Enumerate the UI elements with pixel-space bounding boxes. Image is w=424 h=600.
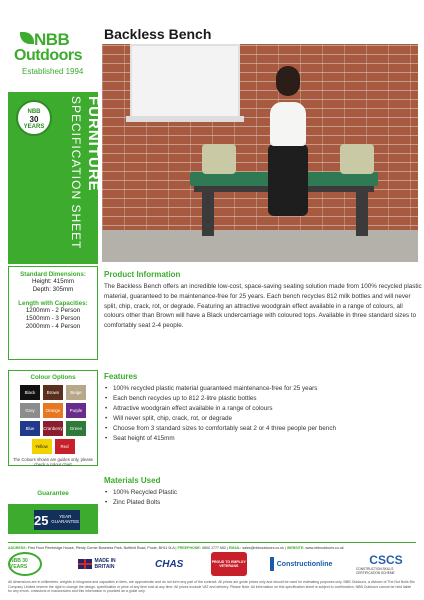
colour-swatch: Black — [20, 385, 40, 400]
constructionline-logo — [270, 552, 332, 576]
address-text: First Floor Pembridge House, Plenty Corner Business Park, Nutfield Road, Poole, BH11 0LA — [27, 546, 175, 550]
guarantee-box — [8, 504, 98, 534]
nbb-30-years-logo: NBB 30 YEARS — [8, 552, 42, 576]
product-photo — [102, 44, 418, 262]
bench-leg-right — [356, 192, 368, 236]
footer-contact-line: ADDRESS: First Floor Pembridge House, Plenty Corner Business Park, Nutfield Road, Poole, BH11 0LA | FREEPHONE: 0800 1777 652 | EMAIL: sales@nbboutdoors.co.uk | WEBSITE: www.nbboutdoors.co.uk — [8, 542, 416, 550]
feature-item: • Seat height of 415mm — [104, 434, 422, 444]
made-in-britain-logo — [66, 552, 128, 576]
logo-outdoors-text: Outdoors — [14, 47, 82, 64]
colour-swatch: Grey — [20, 403, 40, 418]
colour-swatch: Beige — [66, 385, 86, 400]
person-torso — [270, 102, 306, 146]
colour-swatch-grid — [9, 385, 97, 436]
colour-swatch: Blue — [20, 421, 40, 436]
colour-swatch: Green — [66, 421, 86, 436]
window-illustration — [130, 44, 240, 118]
made-in-britain-line2: BRITAIN — [94, 564, 115, 570]
dimensions-box — [8, 266, 98, 360]
feature-item: • 100% recycled plastic material guaranteed maintenance-free for 25 years — [104, 384, 422, 394]
badge-line3: YEARS — [23, 124, 45, 131]
materials-list — [104, 488, 422, 508]
veterans-logo: PROUD TO EMPLOY VETERANS — [211, 552, 247, 576]
guarantee-label: YEAR GUARANTEE — [51, 514, 80, 524]
capacity-item: 1500mm - 3 Person — [25, 315, 81, 323]
features-list — [104, 384, 422, 444]
material-item: • Zinc Plated Bolts — [104, 498, 422, 508]
email-link[interactable]: sales@nbboutdoors.co.uk — [242, 546, 284, 550]
website-label: WEBSITE: — [286, 546, 305, 550]
colour-options-box — [8, 370, 98, 466]
product-info-heading: Product Information — [104, 270, 181, 279]
sidebar-line2: SPECIFICATION SHEET — [69, 96, 83, 250]
page-title: Backless Bench — [104, 26, 212, 42]
person-legs — [268, 144, 308, 216]
leaf-icon — [20, 32, 34, 44]
chas-logo: CHAS — [155, 558, 184, 570]
accreditation-logos — [8, 550, 416, 578]
person-head — [276, 66, 300, 96]
badge-line2: 30 — [29, 114, 39, 124]
feature-item: • Each bench recycles up to 812 2-litre plastic bottles — [104, 394, 422, 404]
bench-leg-left — [202, 192, 214, 236]
features-heading: Features — [104, 372, 138, 381]
constructionline-text: Constructionline — [276, 560, 333, 568]
logo-nbb-text: NBB — [34, 30, 70, 49]
dimension-depth: Depth: 305mm — [32, 286, 74, 294]
union-flag-icon — [78, 559, 92, 569]
colour-options-heading: Colour Options — [30, 374, 76, 381]
freephone-label: FREEPHONE: — [177, 546, 202, 550]
freephone-number[interactable]: 0800 1777 652 — [202, 546, 227, 550]
sidebar-panel — [8, 92, 102, 264]
logo-established-text: Established 1994 — [22, 67, 84, 76]
cscs-text: CSCS — [369, 553, 403, 567]
colour-swatch: Brown — [43, 385, 63, 400]
guarantee-years: 25 — [34, 512, 49, 528]
website-link[interactable]: www.nbboutdoors.co.uk — [305, 546, 344, 550]
address-label: ADDRESS: — [8, 546, 27, 550]
made-in-britain-line1: MADE IN — [94, 558, 116, 564]
colour-swatch: Yellow — [32, 439, 52, 454]
cushion-right — [340, 144, 374, 174]
feature-item: • Attractive woodgrain effect available in a range of colours — [104, 404, 422, 414]
email-label: EMAIL: — [228, 546, 242, 550]
cscs-logo — [356, 552, 416, 576]
product-info-text: The Backless Bench offers an incredible low-cost, space-saving seating solution made from 100% recycled plastic material, guaranteed to be maintenance-free for 25 years. Each bench recycles 812 milk bottles and will never split, chip, crack, rot, or degrade. Featuring an attractive woodgrain effect available in a range of colours, all colours other than Brown will have a Black undercarriage with coloured tops. Available in three standard sizes to comfortably seat 2-4 people. — [104, 283, 422, 329]
materials-heading: Materials Used — [104, 476, 161, 485]
capacity-item: 1200mm - 2 Person — [25, 307, 81, 315]
cushion-left — [202, 144, 236, 174]
colour-note: The Colours shown are guides only, please check a colour chart — [13, 457, 93, 468]
capacities-heading: Length with Capacities: — [18, 300, 88, 308]
colour-swatch: Cranberry — [43, 421, 63, 436]
guarantee-badge — [34, 510, 80, 530]
pavement-illustration — [102, 230, 418, 262]
colour-swatch: Purple — [66, 403, 86, 418]
guarantee-heading: Guarantee — [37, 490, 69, 497]
colour-swatch: Orange — [43, 403, 63, 418]
cscs-subtext: CONSTRUCTION SKILLS CERTIFICATION SCHEME — [355, 567, 395, 575]
dimension-height: Height: 415mm — [32, 278, 74, 285]
constructionline-mark-icon — [270, 557, 273, 571]
anniversary-badge — [16, 100, 52, 136]
capacity-item: 2000mm - 4 Person — [25, 323, 81, 331]
company-logo — [10, 30, 94, 80]
material-item: • 100% Recycled Plastic — [104, 488, 422, 498]
dimensions-heading: Standard Dimensions: — [20, 271, 86, 278]
feature-item: • Will never split, chip, crack, rot, or degrade — [104, 414, 422, 424]
feature-item: • Choose from 3 standard sizes to comfortably seat 2 or 4 three people per bench — [104, 424, 422, 434]
colour-swatch-row-extra — [9, 439, 97, 454]
badge-line1: NBB — [27, 109, 41, 115]
colour-swatch: Red — [55, 439, 75, 454]
disclaimer-text: All dimensions are in millimetres, weights in kilograms and capacities in litres, are approximate and do not form any part of the contract. All prices are guide prices only and should be used for estimating purposes only. NBB Outdoors, a division of The Nut Bolts Bin Company Limited reserve the right to change the design, specification or price of any item sold at any time. All prices exclude VAT and delivery. Please Note: All information on this specification sheet is subject to confirmation. NBB Outdoors cannot be held liable for any errors, omissions or inaccuracies and this information is provided as a guide only. — [8, 580, 415, 594]
sidebar-line1: FURNITURE — [85, 96, 102, 192]
